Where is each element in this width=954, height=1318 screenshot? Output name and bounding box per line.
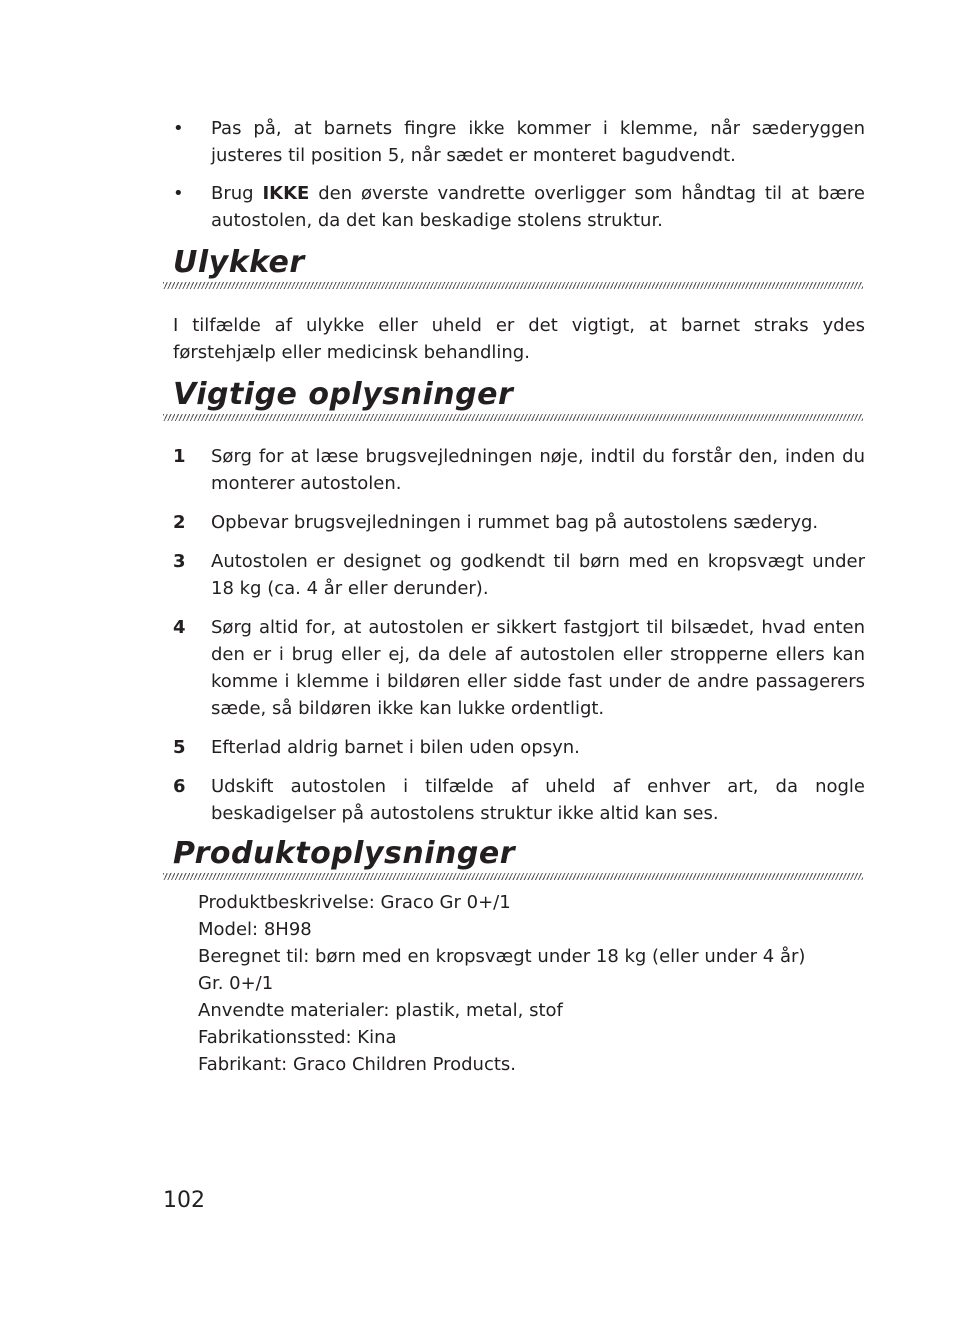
list-item xyxy=(173,443,865,497)
list-text: Autostolen er designet og godkendt til børn med en kropsvægt under 18 kg (ca. 4 år eller derunder). xyxy=(211,551,865,599)
bullet-text-emphasis: IKKE xyxy=(262,183,310,204)
product-line: Fabrikationssted: Kina xyxy=(198,1027,397,1048)
heading-title: Vigtige oplysninger xyxy=(173,377,514,412)
heading-vigtige-oplysninger xyxy=(163,377,863,421)
product-info xyxy=(198,889,858,1078)
bullet-text: Pas på, at barnets fingre ikke kommer i klemme, når sæderyggen justeres til position 5, når sædet er monteret bagudvendt. xyxy=(211,118,865,166)
bullet-text-rest: den øverste vandrette overligger som håndtag til at bære autostolen, da det kan beskadige stolens struktur. xyxy=(211,183,865,231)
heading-produktoplysninger xyxy=(163,836,863,880)
bullet-text xyxy=(211,180,865,234)
product-line: Produktbeskrivelse: Graco Gr 0+/1 xyxy=(198,892,511,913)
list-item xyxy=(173,548,865,602)
list-text: Udskift autostolen i tilfælde af uheld af enhver art, da nogle beskadigelser på autostolens struktur ikke altid kan ses. xyxy=(211,776,865,824)
product-line: Beregnet til: børn med en kropsvægt under 18 kg (eller under 4 år) xyxy=(198,946,806,967)
list-item xyxy=(173,614,865,722)
ulykker-paragraph: I tilfælde af ulykke eller uheld er det vigtigt, at barnet straks ydes førstehjælp eller medicinsk behandling. xyxy=(173,315,865,363)
list-item xyxy=(173,773,865,827)
list-item xyxy=(173,734,865,761)
list-text: Opbevar brugsvejledningen i rummet bag på autostolens sæderyg. xyxy=(211,512,819,533)
heading-title: Ulykker xyxy=(173,245,305,280)
bullet-item xyxy=(173,180,865,234)
list-number: 4 xyxy=(173,617,186,638)
list-item xyxy=(173,509,865,536)
list-text: Efterlad aldrig barnet i bilen uden opsyn. xyxy=(211,737,580,758)
heading-title: Produktoplysninger xyxy=(173,836,515,871)
heading-rule xyxy=(163,873,863,880)
product-line: Anvendte materialer: plastik, metal, stof xyxy=(198,1000,563,1021)
numbered-list xyxy=(173,443,865,839)
heading-rule xyxy=(163,282,863,289)
product-line: Fabrikant: Graco Children Products. xyxy=(198,1054,517,1075)
list-number: 5 xyxy=(173,737,186,758)
heading-rule xyxy=(163,414,863,421)
product-line: Gr. 0+/1 xyxy=(198,973,274,994)
bullet-mark: • xyxy=(173,118,184,139)
bullet-mark: • xyxy=(173,183,184,204)
list-text: Sørg for at læse brugsvejledningen nøje, indtil du forstår den, inden du monterer autostolen. xyxy=(211,446,865,494)
list-number: 2 xyxy=(173,512,186,533)
bullet-item xyxy=(173,115,865,169)
bullet-text-before: Brug xyxy=(211,183,263,204)
page-number: 102 xyxy=(163,1188,205,1213)
bullet-list xyxy=(173,115,865,245)
heading-ulykker xyxy=(163,245,863,289)
list-number: 3 xyxy=(173,551,186,572)
list-number: 6 xyxy=(173,776,186,797)
list-number: 1 xyxy=(173,446,186,467)
list-text: Sørg altid for, at autostolen er sikkert fastgjort til bilsædet, hvad enten den er i brug eller ej, da dele af autostolen eller stropperne ellers kan komme i klemme i bildøren eller sidde fast under de andre passagerers sæde, så bildøren ikke kan lukke ordentligt. xyxy=(211,617,865,719)
product-line: Model: 8H98 xyxy=(198,919,312,940)
